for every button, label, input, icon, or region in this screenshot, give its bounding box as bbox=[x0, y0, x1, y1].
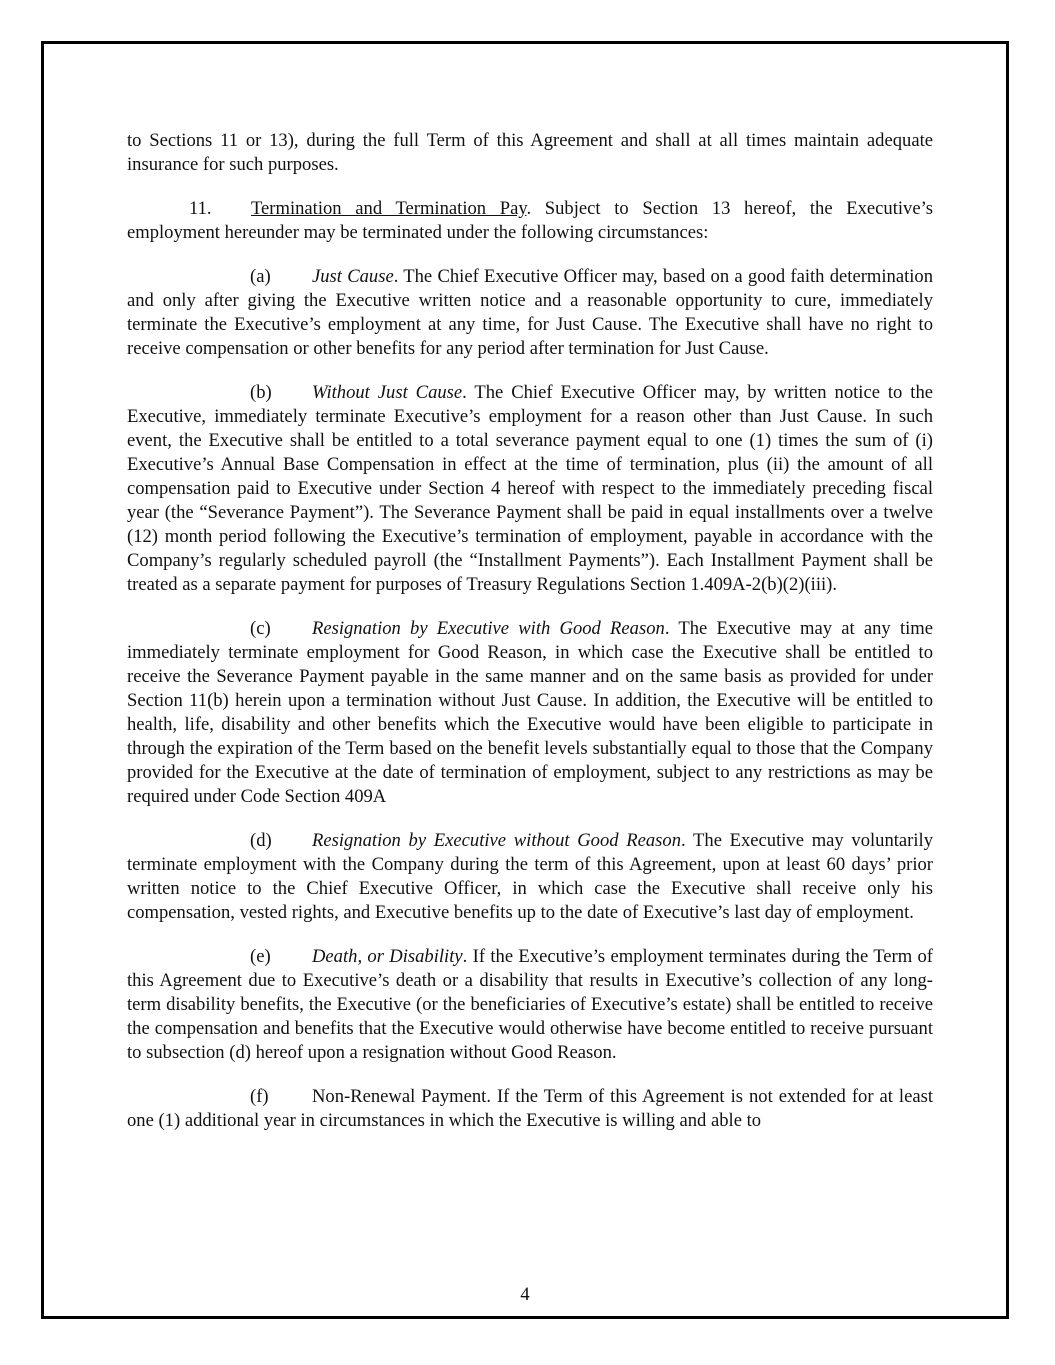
opening-paragraph bbox=[127, 129, 933, 177]
subsection-e bbox=[127, 945, 933, 1065]
subsection-heading: Death, or Disability bbox=[312, 946, 463, 967]
subsection-c bbox=[127, 617, 933, 809]
opening-text: to Sections 11 or 13), during the full Term of this Agreement and shall at all times maintain adequate insurance for such purposes. bbox=[127, 130, 933, 175]
section-text: Subject to Section 13 hereof, the Executive’s employment hereunder may be terminated under the following circumstances: bbox=[127, 198, 933, 243]
subsection-heading: Resignation by Executive with Good Reason bbox=[312, 618, 665, 639]
subsection-text: . The Executive may at any time immediately terminate employment for Good Reason, in which case the Executive shall be entitled to receive the Severance Payment payable in the same manner and on the same basis as provided for under Section 11(b) herein upon a termination without Just Cause. In addition, the Executive will be entitled to health, life, disability and other benefits which the Executive would have been eligible to participate in through the expiration of the Term based on the benefit levels substantially equal to those that the Company provided for the Executive at the date of termination of employment, subject to any restrictions as may be required under Code Section 409A bbox=[127, 618, 933, 807]
document-page bbox=[41, 41, 1009, 1319]
subsection-text: . The Chief Executive Officer may, based on a good faith determination and only after giving the Executive written notice and a reasonable opportunity to cure, immediately terminate the Executive’s employment at any time, for Just Cause. The Executive shall have no right to receive compensation or other benefits for any period after termination for Just Cause. bbox=[127, 266, 933, 359]
page-number: 4 bbox=[520, 1284, 530, 1305]
subsection-d bbox=[127, 829, 933, 925]
subsection-text: . The Chief Executive Officer may, by written notice to the Executive, immediately terminate Executive’s employment for a reason other than Just Cause. In such event, the Executive shall be entitled to a total severance payment equal to one (1) times the sum of (i) Executive’s Annual Base Compensation in effect at the time of termination, plus (ii) the amount of all compensation paid to Executive under Section 4 hereof with respect to the immediately preceding fiscal year (the “Severance Payment”). The Severance Payment shall be paid in equal installments over a twelve (12) month period following the Executive’s termination of employment, payable in accordance with the Company’s regularly scheduled payroll (the “Installment Payments”). Each Installment Payment shall be treated as a separate payment for purposes of Treasury Regulations Section 1.409A-2(b)(2)(iii). bbox=[127, 382, 933, 595]
section-number: 11. bbox=[189, 198, 212, 219]
document-body bbox=[127, 129, 933, 1153]
subsection-label: (f) bbox=[250, 1086, 269, 1107]
subsection-text: . If the Executive’s employment terminates during the Term of this Agreement due to Executive’s death or a disability that results in Executive’s collection of any long-term disability benefits, the Executive (or the beneficiaries of Executive’s estate) shall be entitled to receive the compensation and benefits that the Executive would otherwise have become entitled to receive pursuant to subsection (d) hereof upon a resignation without Good Reason. bbox=[127, 946, 933, 1063]
subsection-heading: Just Cause bbox=[312, 266, 394, 287]
subsection-b bbox=[127, 381, 933, 597]
subsection-text: . The Executive may voluntarily terminate employment with the Company during the term of this Agreement, upon at least 60 days’ prior written notice to the Chief Executive Officer, in which case the Executive shall receive only his compensation, vested rights, and Executive benefits up to the date of Executive’s last day of employment. bbox=[127, 830, 934, 923]
section-heading: Termination and Termination Pay bbox=[251, 198, 527, 219]
subsection-heading: Without Just Cause bbox=[312, 382, 463, 403]
subsection-label: (a) bbox=[250, 266, 271, 287]
section-11-paragraph bbox=[127, 197, 933, 245]
subsection-label: (b) bbox=[250, 382, 272, 403]
subsection-f bbox=[127, 1085, 933, 1133]
subsection-heading: Resignation by Executive without Good Reason bbox=[312, 830, 682, 851]
subsection-label: (c) bbox=[250, 618, 271, 639]
subsection-label: (d) bbox=[250, 830, 272, 851]
subsection-text: Non-Renewal Payment. If the Term of this Agreement is not extended for at least one (1) additional year in circumstances in which the Executive is willing and able to bbox=[127, 1086, 933, 1131]
subsection-a bbox=[127, 265, 933, 361]
section-heading-suffix: . bbox=[526, 198, 532, 219]
subsection-label: (e) bbox=[250, 946, 271, 967]
